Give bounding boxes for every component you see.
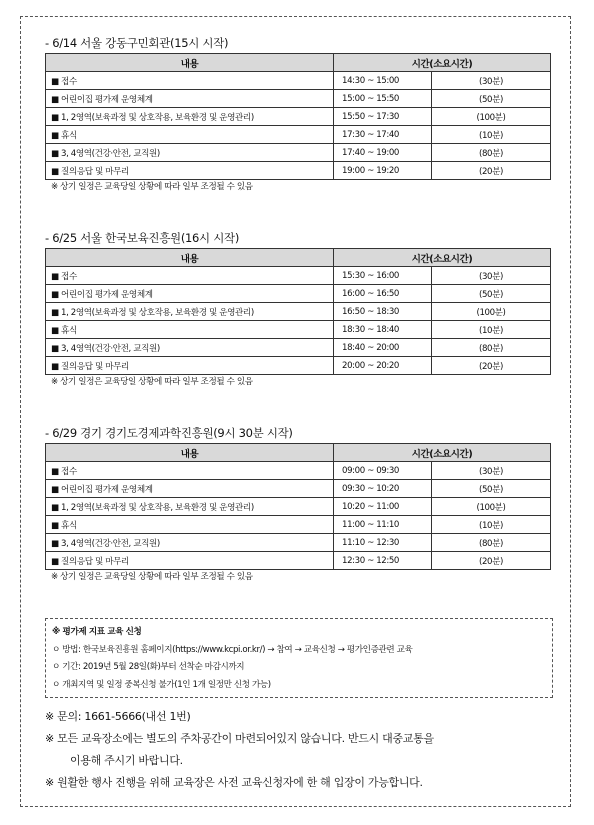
row-time: 15:30 ~ 16:00 xyxy=(334,267,432,285)
row-duration: (100분) xyxy=(432,108,551,126)
row-content: ■ 접수 xyxy=(46,267,334,285)
row-time: 16:50 ~ 18:30 xyxy=(334,303,432,321)
schedule-section-3 xyxy=(45,424,550,584)
row-duration: (20분) xyxy=(432,552,551,570)
row-duration: (30분) xyxy=(432,267,551,285)
row-duration: (80분) xyxy=(432,144,551,162)
table-row xyxy=(46,552,551,570)
row-content: ■ 접수 xyxy=(46,462,334,480)
row-time: 20:00 ~ 20:20 xyxy=(334,357,432,375)
schedule-table xyxy=(45,53,551,180)
row-duration: (80분) xyxy=(432,339,551,357)
row-time: 19:00 ~ 19:20 xyxy=(334,162,432,180)
row-duration: (30분) xyxy=(432,72,551,90)
entry-note: ※ 원활한 행사 진행을 위해 교육장은 사전 교육신청자에 한 해 입장이 가능합니다. xyxy=(45,776,423,789)
table-row xyxy=(46,267,551,285)
row-content: ■ 1, 2영역(보육과정 및 상호작용, 보육환경 및 운영관리) xyxy=(46,498,334,516)
row-duration: (10분) xyxy=(432,516,551,534)
table-row xyxy=(46,480,551,498)
table-row xyxy=(46,144,551,162)
row-content: ■ 어린이집 평가제 운영체계 xyxy=(46,285,334,303)
section-title: - 6/14 서울 강동구민회관(15시 시작) xyxy=(45,36,229,50)
application-info-box xyxy=(45,618,553,698)
row-time: 18:30 ~ 18:40 xyxy=(334,321,432,339)
application-method: ㅇ 방법: 한국보육진흥원 홈페이지(https://www.kcpi.or.kr/) → 참여 → 교육신청 → 평가인증관련 교육 xyxy=(52,644,413,655)
application-period: ㅇ 기간: 2019년 5월 28일(화)부터 선착순 마감시까지 xyxy=(52,662,245,672)
schedule-table xyxy=(45,443,551,570)
parking-note-continued: 이용해 주시기 바랍니다. xyxy=(70,754,183,767)
table-row xyxy=(46,162,551,180)
row-content: ■ 어린이집 평가제 운영체계 xyxy=(46,90,334,108)
row-time: 15:50 ~ 17:30 xyxy=(334,108,432,126)
row-content: ■ 3, 4영역(건강·안전, 교직원) xyxy=(46,339,334,357)
row-duration: (50분) xyxy=(432,90,551,108)
table-row xyxy=(46,339,551,357)
row-time: 15:00 ~ 15:50 xyxy=(334,90,432,108)
row-duration: (20분) xyxy=(432,162,551,180)
section-title: - 6/25 서울 한국보육진흥원(16시 시작) xyxy=(45,231,240,245)
row-content: ■ 휴식 xyxy=(46,126,334,144)
row-duration: (100분) xyxy=(432,303,551,321)
row-time: 10:20 ~ 11:00 xyxy=(334,498,432,516)
row-time: 17:30 ~ 17:40 xyxy=(334,126,432,144)
row-duration: (50분) xyxy=(432,480,551,498)
table-row xyxy=(46,108,551,126)
schedule-note: ※ 상기 일정은 교육당일 상황에 따라 일부 조정될 수 있음 xyxy=(51,572,253,582)
table-row xyxy=(46,303,551,321)
row-time: 09:00 ~ 09:30 xyxy=(334,462,432,480)
table-row xyxy=(46,462,551,480)
table-header-row xyxy=(46,54,551,72)
row-content: ■ 3, 4영역(건강·안전, 교직원) xyxy=(46,144,334,162)
schedule-note: ※ 상기 일정은 교육당일 상황에 따라 일부 조정될 수 있음 xyxy=(51,182,253,192)
row-time: 18:40 ~ 20:00 xyxy=(334,339,432,357)
table-row xyxy=(46,126,551,144)
row-content: ■ 질의응답 및 마무리 xyxy=(46,162,334,180)
row-content: ■ 1, 2영역(보육과정 및 상호작용, 보육환경 및 운영관리) xyxy=(46,108,334,126)
row-time: 16:00 ~ 16:50 xyxy=(334,285,432,303)
section-title: - 6/29 경기 경기도경제과학진흥원(9시 30분 시작) xyxy=(45,426,293,440)
row-duration: (100분) xyxy=(432,498,551,516)
row-content: ■ 1, 2영역(보육과정 및 상호작용, 보육환경 및 운영관리) xyxy=(46,303,334,321)
table-header-row xyxy=(46,249,551,267)
row-time: 12:30 ~ 12:50 xyxy=(334,552,432,570)
header-time: 시간(소요시간) xyxy=(334,444,551,462)
header-content: 내용 xyxy=(46,249,334,267)
row-content: ■ 질의응답 및 마무리 xyxy=(46,552,334,570)
row-time: 09:30 ~ 10:20 xyxy=(334,480,432,498)
header-time: 시간(소요시간) xyxy=(334,54,551,72)
header-time: 시간(소요시간) xyxy=(334,249,551,267)
row-content: ■ 휴식 xyxy=(46,516,334,534)
schedule-table xyxy=(45,248,551,375)
table-row xyxy=(46,498,551,516)
row-content: ■ 접수 xyxy=(46,72,334,90)
row-duration: (10분) xyxy=(432,126,551,144)
schedule-note: ※ 상기 일정은 교육당일 상황에 따라 일부 조정될 수 있음 xyxy=(51,377,253,387)
row-duration: (30분) xyxy=(432,462,551,480)
row-duration: (50분) xyxy=(432,285,551,303)
row-content: ■ 질의응답 및 마무리 xyxy=(46,357,334,375)
table-row xyxy=(46,357,551,375)
table-header-row xyxy=(46,444,551,462)
row-time: 14:30 ~ 15:00 xyxy=(334,72,432,90)
application-restriction: ㅇ 개최지역 및 일정 중복신청 불가(1인 1개 일정만 신청 가능) xyxy=(52,679,271,690)
table-row xyxy=(46,534,551,552)
row-duration: (20분) xyxy=(432,357,551,375)
row-duration: (80분) xyxy=(432,534,551,552)
row-content: ■ 휴식 xyxy=(46,321,334,339)
header-content: 내용 xyxy=(46,54,334,72)
footer-notes xyxy=(45,706,560,794)
table-row xyxy=(46,90,551,108)
row-content: ■ 3, 4영역(건강·안전, 교직원) xyxy=(46,534,334,552)
table-row xyxy=(46,321,551,339)
contact-note: ※ 문의: 1661-5666(내선 1번) xyxy=(45,710,191,723)
parking-note: ※ 모든 교육장소에는 별도의 주차공간이 마련되어있지 않습니다. 반드시 대중교통을 xyxy=(45,732,434,745)
row-content: ■ 어린이집 평가제 운영체계 xyxy=(46,480,334,498)
table-row xyxy=(46,72,551,90)
header-content: 내용 xyxy=(46,444,334,462)
row-duration: (10분) xyxy=(432,321,551,339)
schedule-section-2 xyxy=(45,229,550,389)
table-row xyxy=(46,285,551,303)
row-time: 11:10 ~ 12:30 xyxy=(334,534,432,552)
schedule-section-1 xyxy=(45,34,550,194)
row-time: 17:40 ~ 19:00 xyxy=(334,144,432,162)
table-row xyxy=(46,516,551,534)
application-heading: ※ 평가제 지표 교육 신청 xyxy=(52,627,142,637)
row-time: 11:00 ~ 11:10 xyxy=(334,516,432,534)
